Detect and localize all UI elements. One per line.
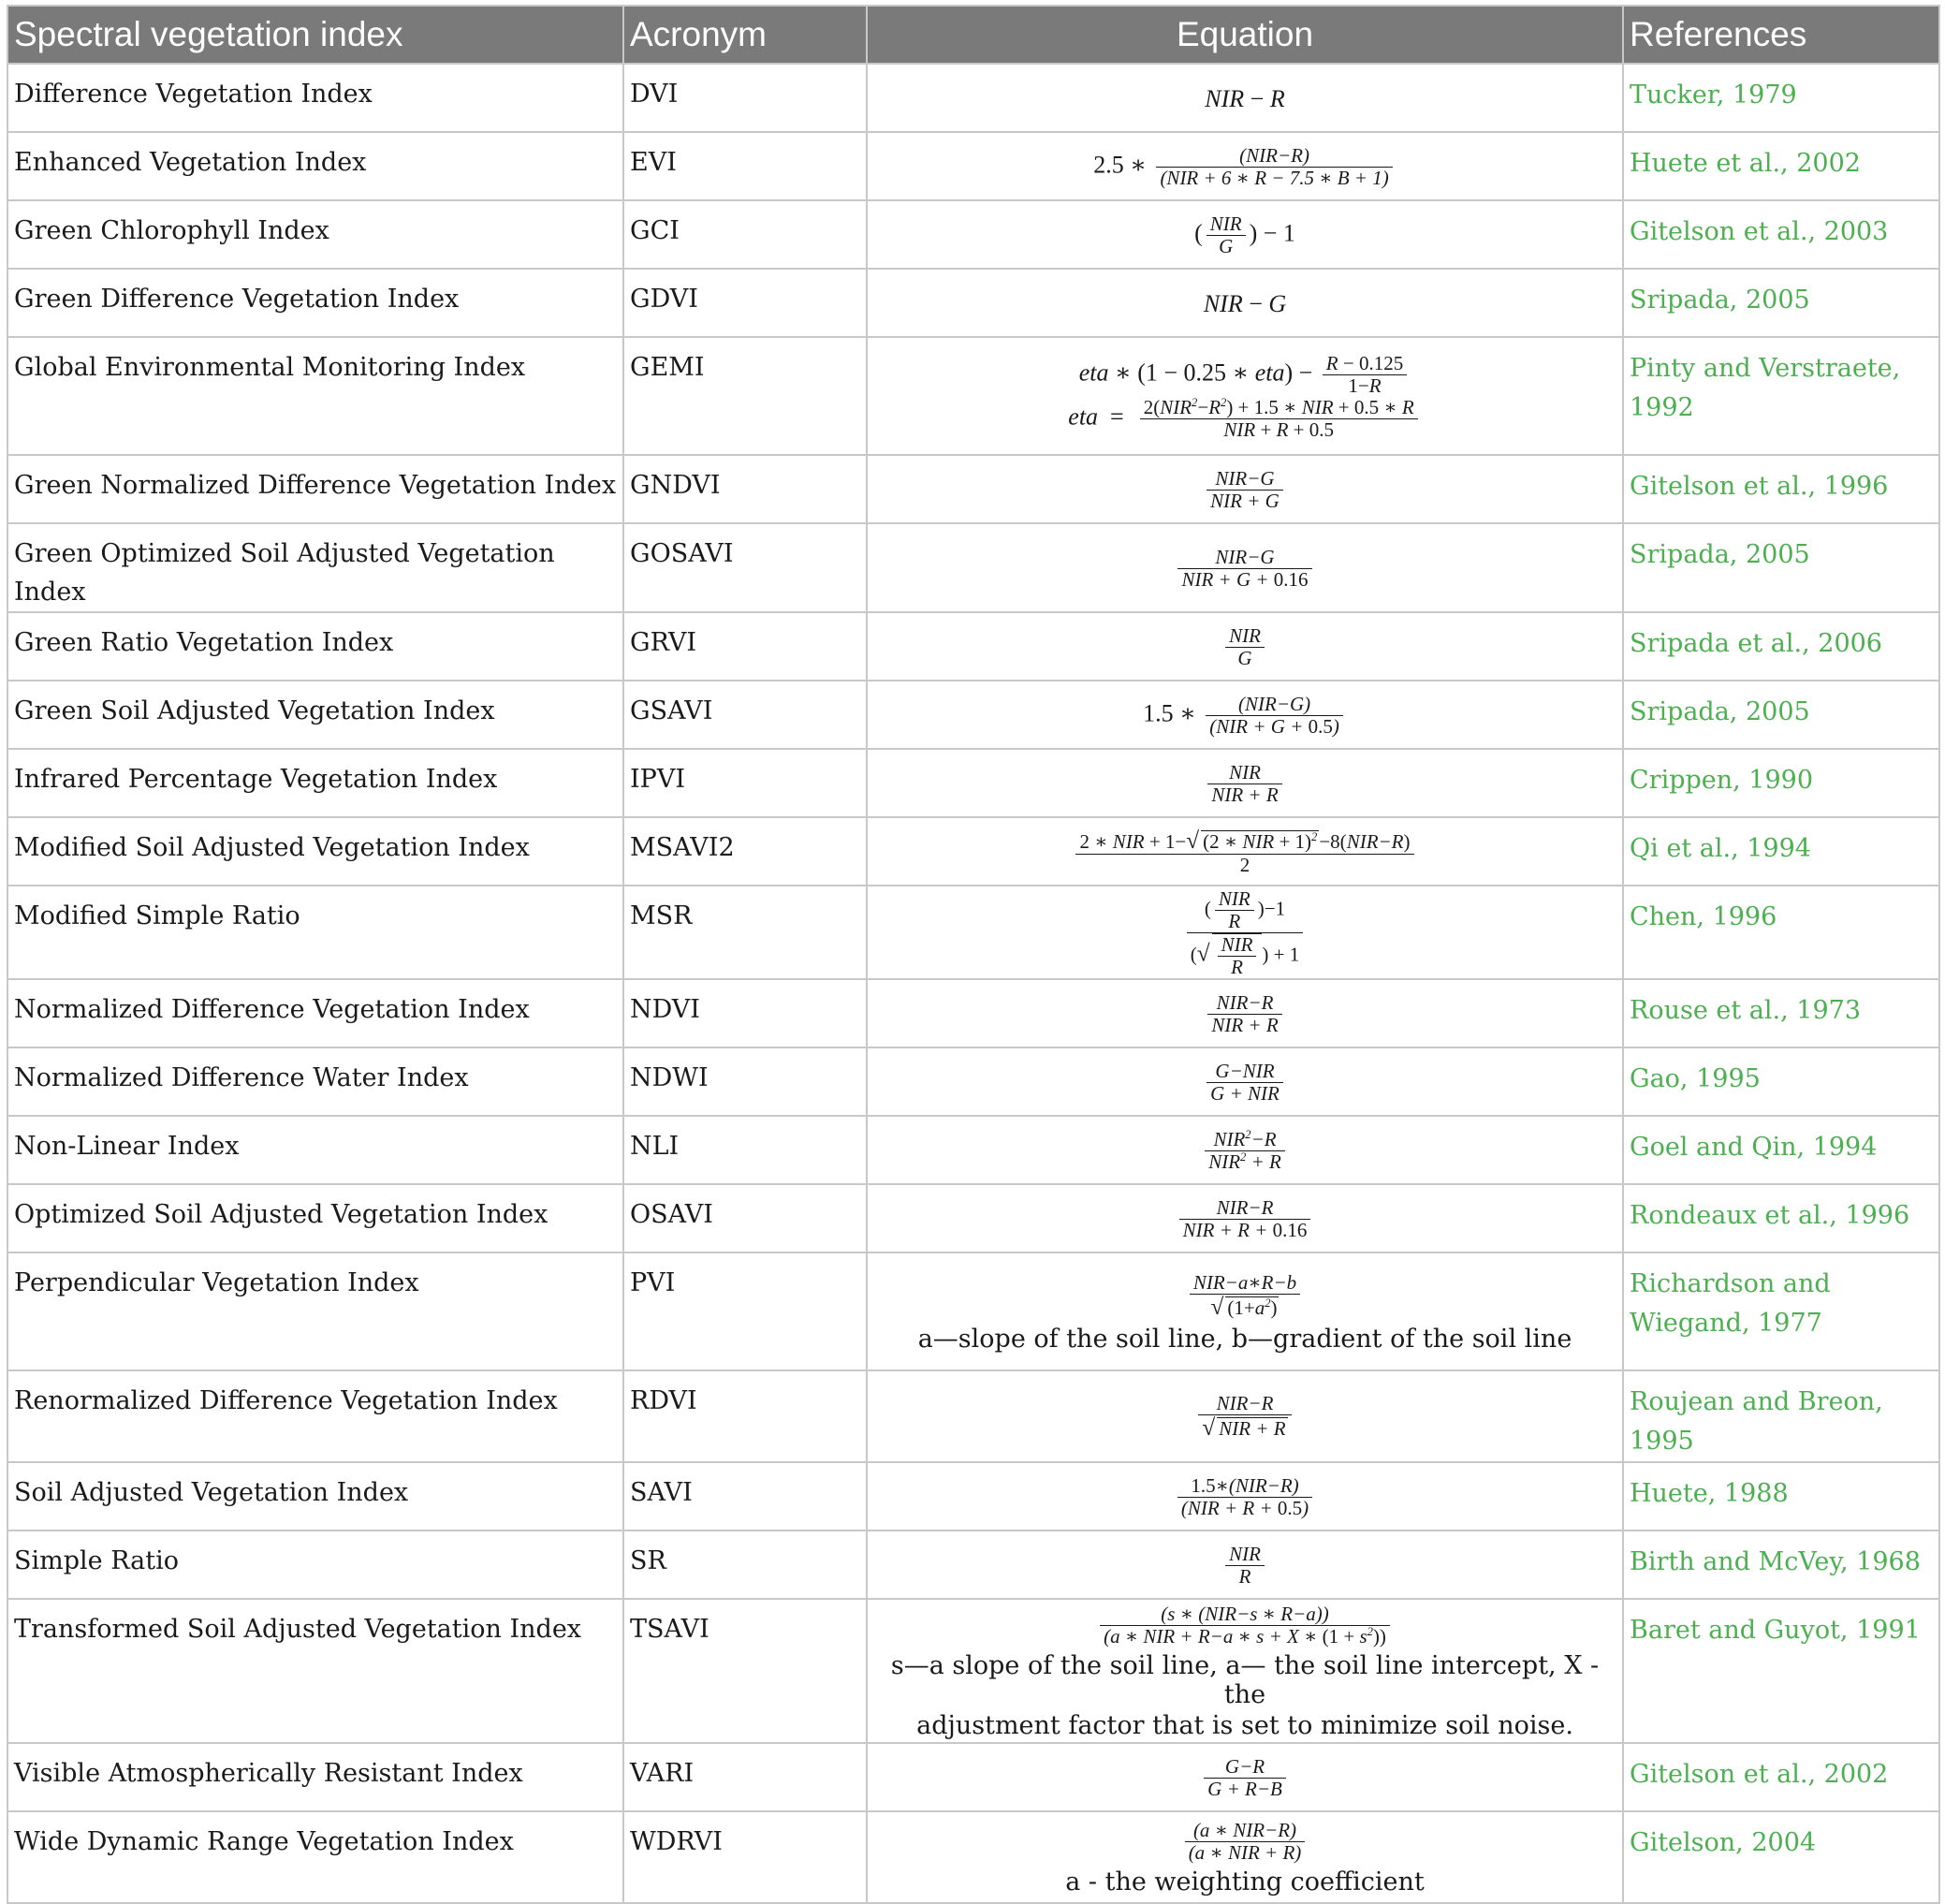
equation: $\frac{\text{NIR−R}}{\text{NIR + R + 0.16}}$ [867,1184,1623,1252]
equation: NIR − R [867,64,1623,132]
table-row [7,1116,1939,1184]
table-row [7,337,1939,455]
equation: $\frac{\text{NIR−G}}{\text{NIR + G}}$ [867,455,1623,523]
reference-link[interactable]: Gitelson et al., 2003 [1623,200,1939,269]
acronym: RDVI [623,1370,867,1462]
acronym: NDVI [623,979,867,1047]
index-name: Wide Dynamic Range Vegetation Index [7,1811,623,1903]
table-row [7,269,1939,337]
acronym: GSAVI [623,681,867,749]
table-row [7,1370,1939,1462]
equation: $\frac{\text{1.5∗(NIR−R)}}{\text{(NIR + R + 0.5)}}$ [867,1462,1623,1531]
index-name: Normalized Difference Vegetation Index [7,979,623,1047]
table-row [7,1462,1939,1531]
equation: $\frac{\text{NIR}}{R}$ [867,1531,1623,1599]
equation: $\frac{\text{(a ∗ NIR−R)}}{\text{(a ∗ NIR + R)}}$ a - the weighting coefficient [867,1811,1623,1903]
index-name: Soil Adjusted Vegetation Index [7,1462,623,1531]
table-row [7,455,1939,523]
acronym: SAVI [623,1462,867,1531]
acronym: GEMI [623,337,867,455]
equation: ( $\frac{\text{NIR}}{G}$ ) − 1 [867,200,1623,269]
equation: 2.5 ∗ $\frac{\text{(NIR−R)}}{\text{(NIR + 6 ∗ R − 7.5 ∗ B + 1)}}$ [867,132,1623,200]
reference-link[interactable]: Richardson and Wiegand, 1977 [1623,1252,1939,1370]
index-name: Visible Atmospherically Resistant Index [7,1743,623,1811]
acronym: OSAVI [623,1184,867,1252]
equation-note: s—a slope of the soil line, a— the soil line intercept, X - the [890,1651,1600,1710]
equation: $\frac{\text{(s ∗ (NIR−s ∗ R−a))}}{(a ∗ NIR + R-a ∗ s + X ∗ (1 + s^2))}$ s—a slope of the soil line, a— the soil line intercept, X - the adjustment factor that is set to minimize soil noise. [867,1599,1623,1743]
index-name: Modified Soil Adjusted Vegetation Index [7,817,623,886]
acronym: TSAVI [623,1599,867,1743]
reference-link[interactable]: Sripada, 2005 [1623,523,1939,612]
reference-link[interactable]: Sripada, 2005 [1623,269,1939,337]
acronym: WDRVI [623,1811,867,1903]
index-name: Green Ratio Vegetation Index [7,612,623,681]
index-name: Green Difference Vegetation Index [7,269,623,337]
table-row [7,1743,1939,1811]
equation: $\frac{\text{NIR}}{G}$ [867,612,1623,681]
reference-link[interactable]: Huete et al., 2002 [1623,132,1939,200]
equation: $\frac{\text{G−NIR}}{\text{G + NIR}}$ [867,1047,1623,1116]
acronym: GNDVI [623,455,867,523]
index-name: Perpendicular Vegetation Index [7,1252,623,1370]
reference-link[interactable]: Pinty and Verstraete, 1992 [1623,337,1939,455]
equation: NIR − G [867,269,1623,337]
table-row [7,1047,1939,1116]
acronym: SR [623,1531,867,1599]
equation-note: a—slope of the soil line, b—gradient of the soil line [917,1324,1572,1354]
table-row [7,523,1939,612]
reference-link[interactable]: Goel and Qin, 1994 [1623,1116,1939,1184]
index-name: Optimized Soil Adjusted Vegetation Index [7,1184,623,1252]
index-name: Enhanced Vegetation Index [7,132,623,200]
table-row [7,200,1939,269]
reference-link[interactable]: Sripada, 2005 [1623,681,1939,749]
table-row [7,817,1939,886]
index-name: Normalized Difference Water Index [7,1047,623,1116]
reference-link[interactable]: Huete, 1988 [1623,1462,1939,1531]
acronym: DVI [623,64,867,132]
index-name: Green Chlorophyll Index [7,200,623,269]
index-name: Infrared Percentage Vegetation Index [7,749,623,817]
table-row [7,1252,1939,1370]
index-name: Difference Vegetation Index [7,64,623,132]
acronym: NLI [623,1116,867,1184]
index-name: Global Environmental Monitoring Index [7,337,623,455]
table-row [7,749,1939,817]
acronym: VARI [623,1743,867,1811]
table-row [7,612,1939,681]
table-row [7,979,1939,1047]
table-row [7,681,1939,749]
reference-link[interactable]: Birth and McVey, 1968 [1623,1531,1939,1599]
acronym: PVI [623,1252,867,1370]
header-acronym: Acronym [623,6,867,64]
acronym: EVI [623,132,867,200]
reference-link[interactable]: Sripada et al., 2006 [1623,612,1939,681]
index-name: Renormalized Difference Vegetation Index [7,1370,623,1462]
table-row [7,132,1939,200]
equation: 1.5 ∗ $\frac{\text{(NIR−G)}}{\text{(NIR + G + 0.5)}}$ [867,681,1623,749]
acronym: GOSAVI [623,523,867,612]
header-references: References [1623,6,1939,64]
acronym: GDVI [623,269,867,337]
index-name: Green Soil Adjusted Vegetation Index [7,681,623,749]
acronym: NDWI [623,1047,867,1116]
index-name: Green Normalized Difference Vegetation Index [7,455,623,523]
equation: $\frac{2 ∗ NIR + 1-√ (2 ∗ NIR + 1)^2-8(NIR-R)}{2}$ [867,817,1623,886]
equation: $\frac{NIR^2-R}{NIR^2 + R}$ [867,1116,1623,1184]
reference-link[interactable]: Gao, 1995 [1623,1047,1939,1116]
acronym: IPVI [623,749,867,817]
header-equation: Equation [867,6,1623,64]
equation: $\frac{\text{NIR}}{\text{NIR + R}}$ [867,749,1623,817]
index-name: Non-Linear Index [7,1116,623,1184]
reference-link[interactable]: Tucker, 1979 [1623,64,1939,132]
equation: $\frac{\text{NIR−R}}{\text{NIR + R}}$ [867,979,1623,1047]
reference-link[interactable]: Rouse et al., 1973 [1623,979,1939,1047]
index-name: Modified Simple Ratio [7,886,623,979]
equation: $\frac{\text{NIR−a∗R−b}}{√ (1+a^2)}$ a—slope of the soil line, b—gradient of the soil line [867,1252,1623,1370]
table-row [7,64,1939,132]
equation: ( $\frac{\text{NIR}}{R}$ )−1 (√ $\frac{\text{NIR}}{R}$ ) + 1 [867,886,1623,979]
reference-link[interactable]: Gitelson et al., 1996 [1623,455,1939,523]
reference-link[interactable]: Chen, 1996 [1623,886,1939,979]
equation: $\frac{\text{NIR−R}}{\text{√ NIR + R}}$ [867,1370,1623,1462]
acronym: MSR [623,886,867,979]
reference-link[interactable]: Rondeaux et al., 1996 [1623,1184,1939,1252]
table-row [7,1184,1939,1252]
acronym: MSAVI2 [623,817,867,886]
index-name: Transformed Soil Adjusted Vegetation Index [7,1599,623,1743]
vegetation-index-table [7,5,1940,1904]
table-row [7,1599,1939,1743]
equation: $\frac{\text{NIR−G}}{\text{NIR + G + 0.16}}$ [867,523,1623,612]
equation-note: a - the weighting coefficient [1065,1867,1425,1897]
acronym: GCI [623,200,867,269]
reference-link[interactable]: Roujean and Breon, 1995 [1623,1370,1939,1462]
reference-link[interactable]: Crippen, 1990 [1623,749,1939,817]
reference-link[interactable]: Gitelson et al., 2002 [1623,1743,1939,1811]
index-name: Simple Ratio [7,1531,623,1599]
table-row [7,1811,1939,1903]
reference-link[interactable]: Qi et al., 1994 [1623,817,1939,886]
index-name: Green Optimized Soil Adjusted Vegetation Index [7,523,623,612]
vegetation-index-table-container [7,5,1938,1904]
table-row [7,886,1939,979]
acronym: GRVI [623,612,867,681]
header-index: Spectral vegetation index [7,6,623,64]
reference-link[interactable]: Gitelson, 2004 [1623,1811,1939,1903]
equation: eta ∗ (1 − 0.25 ∗ eta) − $\frac{R - 0.125}{1-R}$ eta = $\frac{2(NIR^2-R^2) + 1.5 ∗ NIR + 0.5 ∗ R}{\text{NIR + R + 0.5}}$ [867,337,1623,455]
equation: $\frac{G-R}{G + R-B}$ [867,1743,1623,1811]
table-row [7,1531,1939,1599]
equation-note: adjustment factor that is set to minimize soil noise. [916,1711,1573,1741]
table-header-row [7,6,1939,64]
reference-link[interactable]: Baret and Guyot, 1991 [1623,1599,1939,1743]
